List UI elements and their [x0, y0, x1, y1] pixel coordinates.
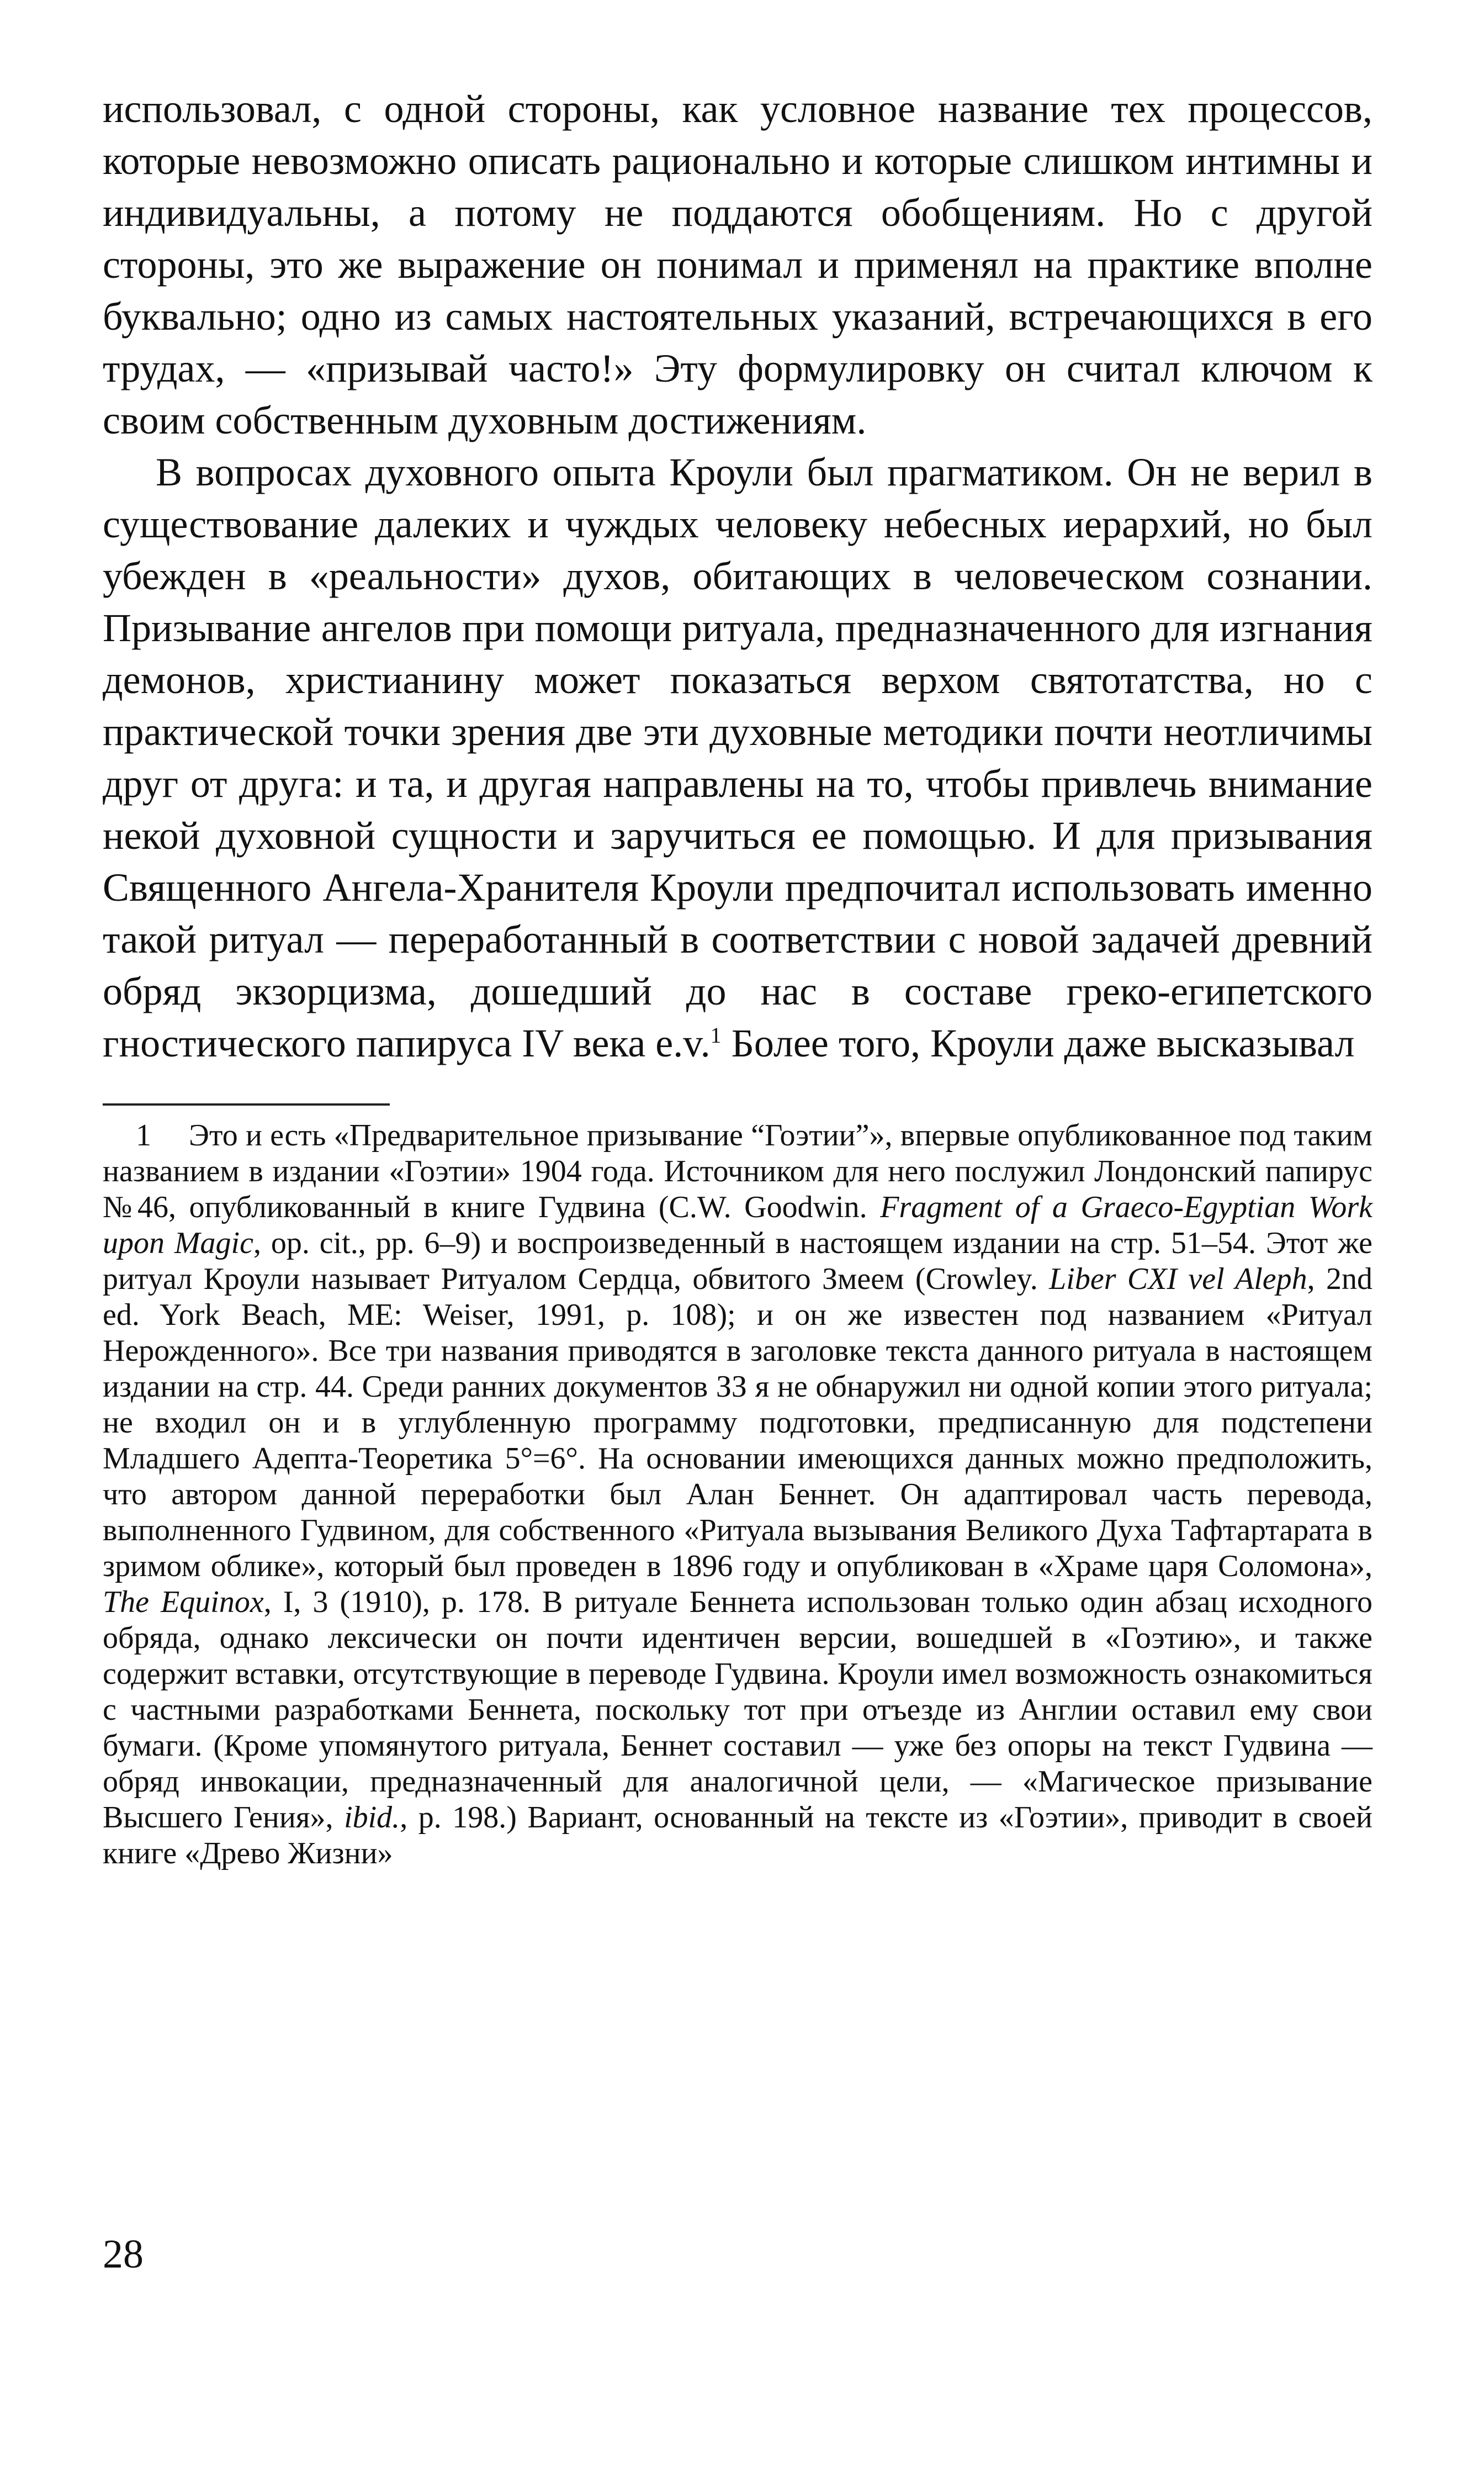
footnote	[103, 1118, 1372, 1872]
footnote-divider	[103, 1103, 390, 1106]
footnote-ibid: ibid.	[344, 1800, 400, 1835]
page-content	[103, 83, 1372, 1872]
footnote-text-2: , op. cit., pp. 6–9) и воспроизведенный в настоящем издании на стр. 51–54. Этот же ритуал Кроули называет Ритуалом Сердца, обвитого Змеем (Crowley.	[103, 1226, 1372, 1296]
page-number: 28	[103, 2232, 144, 2277]
paragraph-text-end: Более того, Кроули даже высказывал	[721, 1021, 1355, 1065]
footnote-reference[interactable]: 1	[710, 1023, 722, 1048]
main-text	[103, 83, 1372, 1069]
footnote-text-1: Это и есть «Предварительное призывание “Гоэтии”», впервые опубликованное под таким названием в издании «Гоэтии» 1904 года. Источником для него послужил Лондонский папирус №46, опубликованный в книге Гудвина (C.W. Goodwin.	[103, 1118, 1372, 1224]
footnote-number: 1	[136, 1118, 151, 1153]
footnote-text-5: , p. 198.) Вариант, основанный на тексте из «Гоэтии», приводит в своей книге «Древо Жизни»	[103, 1800, 1372, 1870]
paragraph-pragmatist	[103, 446, 1372, 1069]
paragraph-text: В вопросах духовного опыта Кроули был прагматиком. Он не верил в существование далеких и чуждых человеку небесных иерархий, но был убежден в «реальности» духов, обитающих в человеческом сознании. Призывание ангелов при помощи ритуала, предназначенного для изгнания демонов, христианину может показаться верхом святотатства, но с практической точки зрения две эти духовные методики почти неотличимы друг от друга: и та, и другая направлены на то, чтобы привлечь внимание некой духовной сущности и заручиться ее помощью. И для призывания Священного Ангела-Хранителя Кроули предпочитал использовать именно такой ритуал — переработанный в соответствии с новой задачей древний обряд экзорцизма, дошедший до нас в составе греко-египетского гностического папируса IV века е.v.	[103, 450, 1372, 1065]
footnote-title-liber: Liber CXI vel Aleph	[1049, 1262, 1307, 1296]
footnote-text-3: , 2nd ed. York Beach, ME: Weiser, 1991, p. 108); и он же известен под названием «Ритуал Нерожденного». Все три названия приводятся в заголовке текста данного ритуала в настоящем издании на стр. 44. Среди ранних документов ЗЗ я не обнаружил ни одной копии этого ритуала; не входил он и в углубленную программу подготовки, предписанную для подстепени Младшего Адепта-Теоретика 5°=6°. На основании имеющихся данных можно предположить, что автором данной переработки был Алан Беннет. Он адаптировал часть перевода, выполненного Гудвином, для собственного «Ритуала вызывания Великого Духа Тафтартарата в зримом облике», который был проведен в 1896 году и опубликован в «Храме царя Соломона»,	[103, 1262, 1373, 1583]
paragraph-continued: использовал, с одной стороны, как условное название тех процессов, которые невозможно описать рационально и которые слишком интимны и индивидуальны, а потому не поддаются обобщениям. Но с другой стороны, это же выражение он понимал и применял на практике вполне буквально; одно из самых настоятельных указаний, встречающихся в его трудах, — «призывай часто!» Эту формулировку он считал ключом к своим собственным духовным достижениям.	[103, 87, 1372, 442]
footnote-title-goodwin: Fragment of a Graeco-Egyptian Work upon Magic	[103, 1190, 1372, 1260]
footnote-title-equinox: The Equinox	[103, 1585, 264, 1619]
footnote-text-4: , I, 3 (1910), p. 178. В ритуале Беннета использован только один абзац исходного обряда, однако лексически он почти идентичен версии, вошедшей в «Гоэтию», и также содержит вставки, отсутствующие в переводе Гудвина. Кроули имел возможность ознакомиться с частными разработками Беннета, поскольку тот при отъезде из Англии оставил ему свои бумаги. (Кроме упомянутого ритуала, Беннет составил — уже без опоры на текст Гудвина — обряд инвокации, предназначенный для аналогичной цели, — «Магическое призывание Высшего Гения»,	[103, 1585, 1373, 1835]
